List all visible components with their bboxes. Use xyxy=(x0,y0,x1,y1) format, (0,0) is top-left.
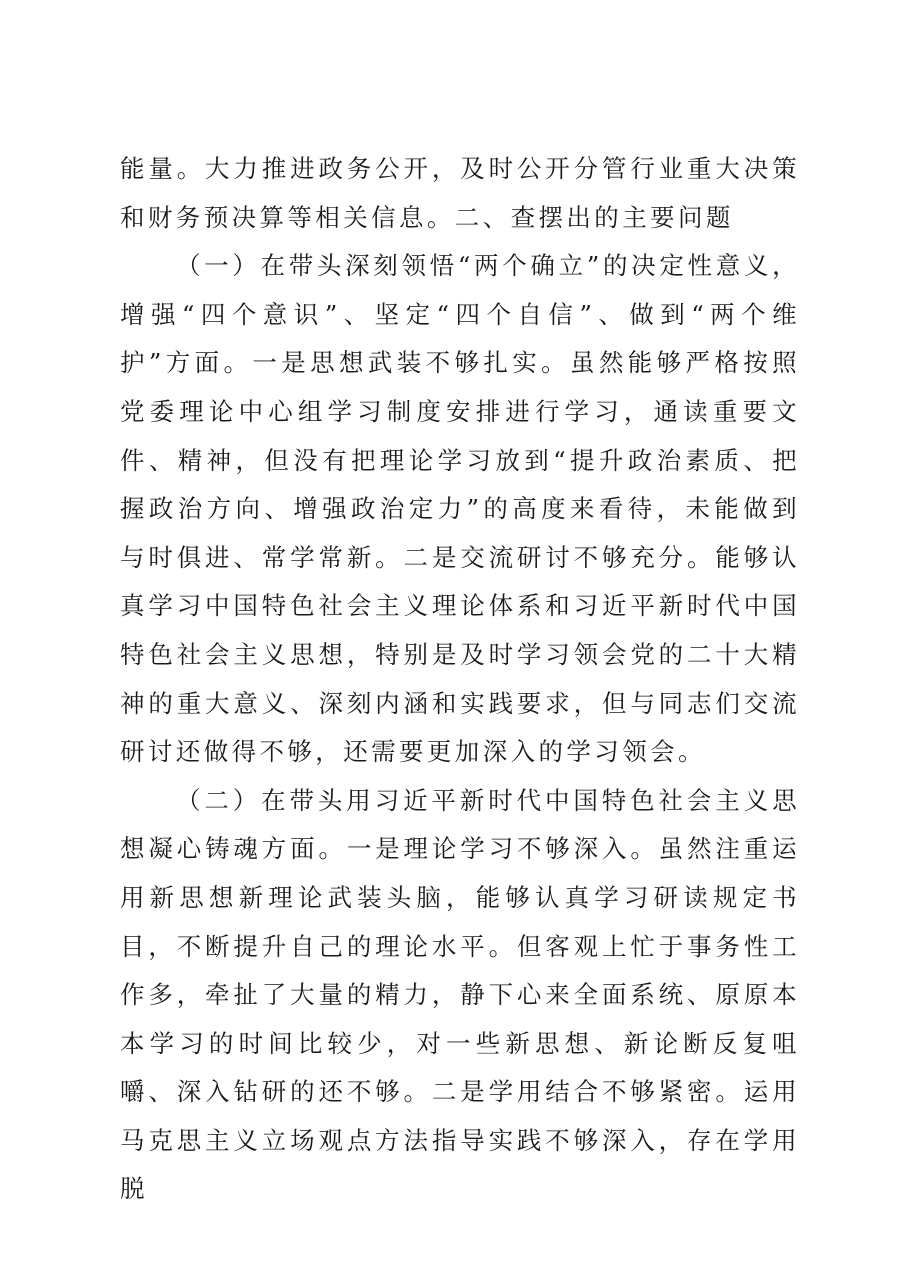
paragraph-continuation: 能量。大力推进政务公开，及时公开分管行业重大决策和财务预决算等相关信息。二、查摆出的主要问题 xyxy=(120,154,800,232)
document-body xyxy=(120,145,800,1214)
paragraph-section-2: （二）在带头用习近平新时代中国特色社会主义思想凝心铸魂方面。一是理论学习不够深入。虽然注重运用新思想新理论武装头脑，能够认真学习研读规定书目，不断提升自己的理论水平。但客观上忙于事务性工作多，牵扯了大量的精力，静下心来全面系统、原原本本学习的时间比较少，对一些新思想、新论断反复咀嚼、深入钻研的还不够。二是学用结合不够紧密。运用马克思主义立场观点方法指导实践不够深入，存在学用脱 xyxy=(120,785,800,1204)
paragraph-section-1: （一）在带头深刻领悟“两个确立”的决定性意义，增强“四个意识”、坚定“四个自信”、做到“两个维护”方面。一是思想武装不够扎实。虽然能够严格按照党委理论中心组学习制度安排进行学习，通读重要文件、精神，但没有把理论学习放到“提升政治素质、把握政治方向、增强政治定力”的高度来看待，未能做到与时俱进、常学常新。二是交流研讨不够充分。能够认真学习中国特色社会主义理论体系和习近平新时代中国特色社会主义思想，特别是及时学习领会党的二十大精神的重大意义、深刻内涵和实践要求，但与同志们交流研讨还做得不够，还需要更加深入的学习领会。 xyxy=(120,251,800,767)
